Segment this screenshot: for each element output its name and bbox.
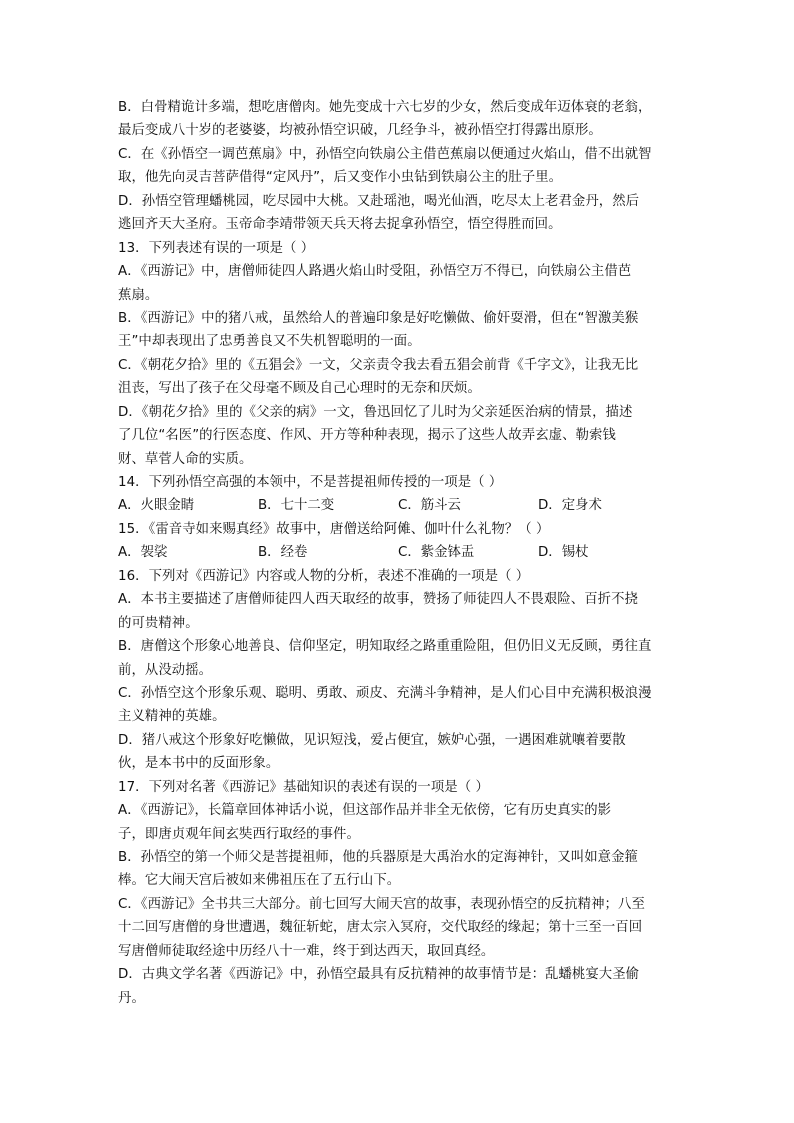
option-a: A．袈裟 xyxy=(118,545,168,561)
text-line: C．《西游记》全书共三大部分。前七回写大闹天宫的故事，表现孙悟空的反抗精神；八至 xyxy=(118,896,645,912)
text-line: 取，他先向灵吉菩萨借得“定风丹”，后又变作小虫钻到铁扇公主的肚子里。 xyxy=(118,170,563,186)
option-d: D．锡杖 xyxy=(538,545,589,561)
question-14-options xyxy=(118,494,678,517)
text-line: 主义精神的英雄。 xyxy=(118,709,226,725)
question-17-stem: 17．下列对名著《西游记》基础知识的表述有误的一项是（ ） xyxy=(118,779,489,795)
text-line: B．唐僧这个形象心地善良、信仰坚定，明知取经之路重重险阻，但仍旧义无反顾，勇往直 xyxy=(118,639,652,655)
text-line: 子，即唐贞观年间玄奘西行取经的事件。 xyxy=(118,826,360,842)
text-line: 蕉扇。 xyxy=(118,287,159,303)
text-line: C．孙悟空这个形象乐观、聪明、勇敢、顽皮、充满斗争精神，是人们心目中充满积极浪漫 xyxy=(118,685,652,701)
text-line: D．猪八戒这个形象好吃懒做，见识短浅，爱占便宜，嫉妒心强，一遇困难就嚷着要散 xyxy=(118,732,626,748)
option-b: B．经卷 xyxy=(258,545,308,561)
option-a: A．火眼金睛 xyxy=(118,498,195,514)
text-line: C．《朝花夕拾》里的《五猖会》一文，父亲责令我去看五猖会前背《千字文》，让我无比 xyxy=(118,357,639,373)
text-line: 沮丧，写出了孩子在父母毫不顾及自己心理时的无奈和厌烦。 xyxy=(118,381,481,397)
option-c: C．筋斗云 xyxy=(398,498,461,514)
text-line: 棒。它大闹天宫后被如来佛祖压在了五行山下。 xyxy=(118,873,401,889)
question-13-stem: 13．下列表述有误的一项是（ ） xyxy=(118,240,315,256)
question-15-options xyxy=(118,541,678,564)
text-line: B．《西游记》中的猪八戒，虽然给人的普遍印象是好吃懒做、偷奸耍滑，但在“智激美猴 xyxy=(118,310,639,326)
text-line: D．孙悟空管理蟠桃园，吃尽园中大桃。又赴瑶池，喝光仙酒，吃尽太上老君金丹，然后 xyxy=(118,193,640,209)
option-c: C．紫金钵盂 xyxy=(398,545,475,561)
text-line: 王”中却表现出了忠勇善良又不失机智聪明的一面。 xyxy=(118,334,421,350)
text-line: 写唐僧师徒取经途中历经八十一难，终于到达西天，取回真经。 xyxy=(118,943,495,959)
text-line: 最后变成八十岁的老婆婆，均被孙悟空识破，几经争斗，被孙悟空打得露出原形。 xyxy=(118,123,602,139)
text-line: A．《西游记》，长篇章回体神话小说，但这部作品并非全无依傍，它有历史真实的影 xyxy=(118,803,612,819)
text-line: 前，从没动摇。 xyxy=(118,662,213,678)
document-page xyxy=(118,96,678,1010)
text-line: B．白骨精诡计多端，想吃唐僧肉。她先变成十六七岁的少女，然后变成年迈体衰的老翁， xyxy=(118,100,652,115)
option-b: B．七十二变 xyxy=(258,498,335,514)
text-line: 财、草菅人命的实质。 xyxy=(118,451,253,467)
text-line: 十二回写唐僧的身世遭遇，魏征斩蛇，唐太宗入冥府，交代取经的缘起；第十三至一百回 xyxy=(118,920,643,936)
text-line: 逃回齐天大圣府。玉帝命李靖带领天兵天将去捉拿孙悟空，悟空得胜而回。 xyxy=(118,217,562,233)
text-line: B．孙悟空的第一个师父是菩提祖师，他的兵器原是大禹治水的定海神针，又叫如意金箍 xyxy=(118,850,638,865)
text-line: A．本书主要描述了唐僧师徒四人西天取经的故事，赞扬了师徒四人不畏艰险、百折不挠 xyxy=(118,592,638,608)
text-line: 伙，是本书中的反面形象。 xyxy=(118,756,280,772)
text-line: D．《朝花夕拾》里的《父亲的病》一文，鲁迅回忆了儿时为父亲延医治病的情景，描述 xyxy=(118,404,633,420)
question-16-stem: 16．下列对《西游记》内容或人物的分析，表述不准确的一项是（ ） xyxy=(118,568,530,584)
text-line: D．古典文学名著《西游记》中，孙悟空最具有反抗精神的故事情节是：乱蟠桃宴大圣偷 xyxy=(118,967,640,983)
option-d: D．定身术 xyxy=(538,498,602,514)
text-line: 丹。 xyxy=(118,990,145,1006)
text-line: C．在《孙悟空一调芭蕉扇》中，孙悟空向铁扇公主借芭蕉扇以便通过火焰山，借不出就智 xyxy=(118,146,652,162)
text-line: 的可贵精神。 xyxy=(118,615,199,631)
question-15-stem: 15．《雷音寺如来赐真经》故事中，唐僧送给阿傩、伽叶什么礼物？（ ） xyxy=(118,521,550,537)
question-14-stem: 14．下列孙悟空高强的本领中，不是菩提祖师传授的一项是（ ） xyxy=(118,475,503,490)
text-line: A．《西游记》中，唐僧师徒四人路遇火焰山时受阻，孙悟空万不得已，向铁扇公主借芭 xyxy=(118,264,632,280)
text-line: 了几位“名医”的行医态度、作风、开方等种种表现，揭示了这些人故弄玄虚、勒索钱 xyxy=(118,428,616,444)
